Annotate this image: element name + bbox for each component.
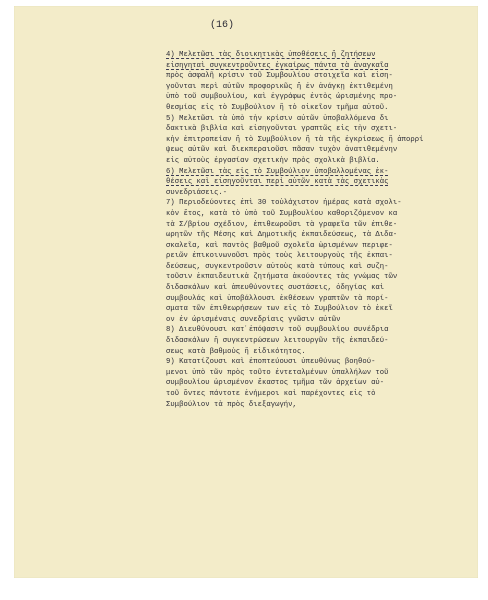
text-line: γοῦνται περὶ αὐτῶν προφορικῶς ἢ ἐν ἀνάγκῃ ἐκτιθεμένη — [166, 82, 393, 91]
text-line: τοῦ ὄντες πάντοτε ἐνήμεροι καὶ παρέχοντες εἰς τὸ — [166, 390, 376, 398]
text-line: κὸν ἔτος, κατὰ τὸ ὑπὸ τοῦ Συμβουλίου καθοριζόμενον κα — [166, 209, 398, 218]
text-line: Συμβούλιον τὰ πρὸς διεξαγωγήν, — [166, 400, 297, 409]
text-line: συμβουλίου ὡρισμένον ἕκαστος τμῆμα τῶν ἀρχείων αὐ- — [166, 379, 385, 388]
text-line: διδασκάλων ἢ συγκεντρώσεων λειτουργῶν τῆς ἐκπαιδεύ- — [166, 337, 389, 346]
text-line: δεύσεως, συγκεντροῦσιν αὐτοὺς κατὰ τύπους καὶ συζη- — [166, 262, 389, 271]
text-line: ρειῶν ἐπικοινωνοῦσι πρὸς τοὺς λειτουργοὺς τῆς ἐκπαι- — [166, 252, 393, 261]
text-line: τὰ Σ/βρίου σχέδιον, ἐπιθεωροῦσι τὰ γραφεῖα τῶν ἐπιθε- — [166, 220, 398, 229]
text-line: θεσμίας εἰς τὸ Συμβούλιον ἢ τὸ οἰκεῖον τμῆμα αὐτοῦ. — [166, 103, 389, 112]
text-line: σματα τῶν ἐπιθεωρήσεων των εἰς τὸ Συμβούλιον τὸ ἐκεῖ — [166, 305, 393, 314]
text-line: μενοι ὑπὸ τῶν πρὸς τοῦτο ἐντεταλμένων ὑπαλλήλων τοῦ — [166, 368, 389, 377]
text-line: 8) Διευθύνουσι κατ᾽ἐπόψασιν τοῦ συμβουλίου συνέδρια — [166, 326, 389, 335]
text-line: σκαλεῖα, καὶ παντὸς βαθμοῦ σχολεῖα ὡρισμένων περιφε- — [166, 241, 393, 250]
page-number: (16) — [210, 20, 235, 31]
text-line: ωρητῶν τῆς Μέσης καὶ Δημοτικῆς ἐκπαιδεύσεως, τὰ Διδα- — [166, 231, 398, 240]
text-line: τοῦσιν ἐκπαιδευτικὰ ζητήματα ἀκούοντες τὰς γνώμας τῶν — [166, 273, 398, 282]
text-line: 9) Κατατίζουσι καὶ ἐποπτεύουσι ὑπευθύνως βοηθού- — [166, 358, 376, 367]
text-line: 4) Μελετῶσι τὰς διοικητικὰς ὑποθέσεις ἢ ζητήσεων — [166, 51, 376, 59]
text-line: πρὸς ἀσφαλῆ κρίσιν τοῦ Συμβουλίου στοιχεῖα καὶ εἰση- — [166, 72, 393, 81]
text-line: 5) Μελετῶσι τὰ ὑπὸ τὴν κρίσιν αὐτῶν ὑποβαλλόμενα δι — [166, 114, 389, 123]
document-sheet — [14, 6, 478, 578]
text-line: 6) Μελετῶσι τὰς εἰς τὸ Συμβούλιον ὑποβαλλομένας ἐκ- — [166, 167, 389, 176]
text-line: συνεδριάσεις.- — [166, 188, 228, 197]
text-line: θέσεις καὶ εἰσηγοῦνται περὶ αὐτῶν κατὰ τὰς σχετικὰς — [166, 178, 389, 187]
text-line: ψεως αὐτῶν καὶ διεκπεραιοῦσι πᾶσαν τυχὸν ἀνατιθεμένην — [166, 146, 398, 155]
text-line: σεως κατὰ βαθμοὺς ἢ εἰδικότητος. — [166, 347, 306, 356]
text-line: δακτικὰ βιβλία καὶ εἰσηγοῦνται γραπτῶς εἰς τὴν σχετι- — [166, 125, 398, 134]
text-line: ον ἐν ὡρισμέναις συνεδρίαις γνῶσιν αὐτῶν — [166, 315, 341, 324]
typed-text-body — [166, 50, 486, 410]
text-line: εἰς αὐτοὺς ἐργασίαν σχετικὴν πρὸς σχολικὰ βιβλία. — [166, 156, 380, 165]
text-line: κὴν ἐπιτροπείαν ἢ τὸ Συμβούλιον ἢ τὰ τῆς ἐγκρίσεως ἢ ἀπορρί — [166, 135, 424, 144]
text-line: 7) Περιοδεύοντες ἐπὶ 30 τοὐλάχιστον ἡμέρας κατὰ σχολι- — [166, 199, 402, 208]
text-line: ὑπὸ τοῦ συμβουλίου, καὶ ἐγγράφως ἐντὸς ὡρισμένης προ- — [166, 93, 398, 102]
text-line: εἰσηγηταὶ συγκεντροῦντες ἐγκαίρως πάντα τὰ ἀναγκαῖα — [166, 61, 389, 70]
text-line: διδασκάλων καὶ ἀπευθύνοντες συστάσεις, ὁδηγίας καὶ — [166, 284, 385, 293]
text-line: συμβουλάς καὶ ὑποβάλλουσι ἐκθέσεων γραπτῶν τὰ πορί- — [166, 294, 389, 303]
